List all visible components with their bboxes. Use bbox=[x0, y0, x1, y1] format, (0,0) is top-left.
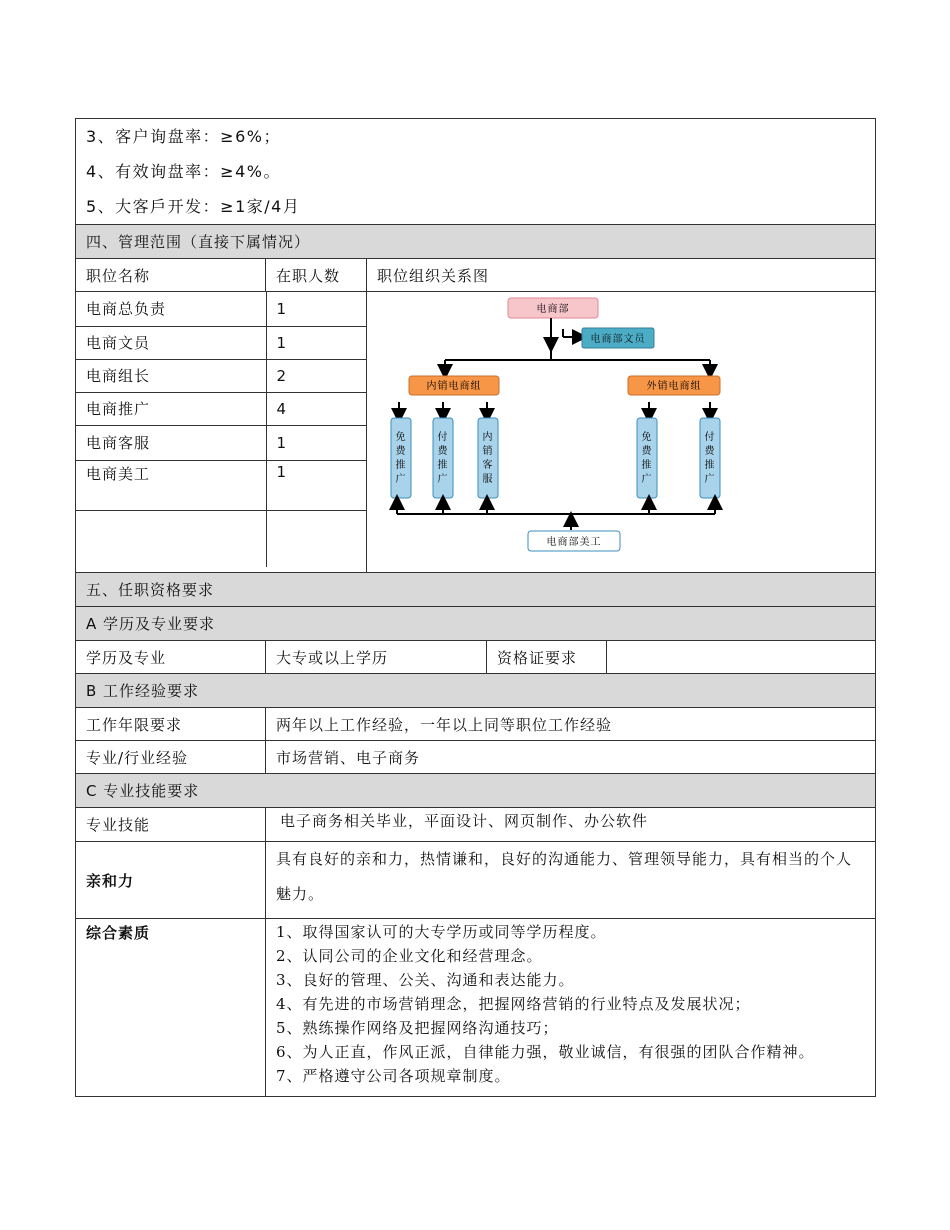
years-label: 工作年限要求 bbox=[76, 708, 266, 741]
svg-text:电商部美工: 电商部美工 bbox=[546, 537, 602, 548]
kpi-row bbox=[76, 119, 876, 225]
list-item: 7、严格遵守公司各项规章制度。 bbox=[276, 1067, 511, 1085]
position-count: 1 bbox=[266, 460, 367, 510]
position-count: 4 bbox=[266, 392, 367, 425]
org-node-clerk bbox=[582, 328, 654, 348]
svg-text:内: 内 bbox=[482, 432, 494, 443]
svg-text:推: 推 bbox=[395, 460, 407, 471]
table-row bbox=[76, 510, 367, 567]
table-row bbox=[76, 326, 367, 359]
position-count: 1 bbox=[266, 326, 367, 359]
svg-text:推: 推 bbox=[437, 460, 449, 471]
education-section-title: A 学历及专业要求 bbox=[76, 607, 876, 641]
header-position-name: 职位名称 bbox=[76, 259, 266, 292]
list-item: 6、为人正直，作风正派，自律能力强，敬业诚信，有很强的团队合作精神。 bbox=[276, 1043, 815, 1061]
list-item: 1、取得国家认可的大专学历或同等学历程度。 bbox=[276, 923, 607, 941]
table-row bbox=[76, 425, 367, 460]
section-5-title: 五、任职资格要求 bbox=[76, 573, 876, 607]
list-item: 4、有先进的市场营销理念，把握网络营销的行业特点及发展状况； bbox=[276, 995, 751, 1013]
position-name: 电商客服 bbox=[76, 425, 266, 460]
skills-section-title: C 专业技能要求 bbox=[76, 774, 876, 808]
svg-text:广: 广 bbox=[641, 474, 653, 485]
svg-text:服: 服 bbox=[482, 474, 494, 485]
org-node-role bbox=[700, 418, 720, 498]
svg-text:推: 推 bbox=[641, 460, 653, 471]
org-node-root bbox=[508, 298, 598, 318]
svg-text:付: 付 bbox=[704, 432, 716, 443]
svg-text:客: 客 bbox=[482, 460, 494, 471]
svg-text:推: 推 bbox=[704, 460, 716, 471]
org-node-foreign-group bbox=[628, 376, 720, 395]
document-sheet bbox=[75, 118, 875, 1097]
svg-text:付: 付 bbox=[437, 432, 449, 443]
kpi-line: 3、客户询盘率：≥6%； bbox=[86, 127, 281, 146]
svg-text:免: 免 bbox=[641, 432, 653, 443]
position-name: 电商组长 bbox=[76, 359, 266, 392]
job-description-table bbox=[75, 118, 876, 1097]
svg-text:广: 广 bbox=[704, 474, 716, 485]
education-label: 学历及专业 bbox=[76, 641, 266, 674]
quality-label: 综合素质 bbox=[76, 919, 266, 1097]
svg-text:费: 费 bbox=[704, 446, 716, 457]
skill-value: 电子商务相关毕业，平面设计、网页制作、办公软件 bbox=[266, 808, 876, 842]
org-chart-cell bbox=[367, 292, 876, 573]
experience-section-title: B 工作经验要求 bbox=[76, 674, 876, 708]
education-value: 大专或以上学历 bbox=[266, 641, 487, 674]
org-node-domestic-group bbox=[409, 376, 499, 395]
affinity-label: 亲和力 bbox=[76, 842, 266, 919]
table-row bbox=[76, 392, 367, 425]
svg-text:内销电商组: 内销电商组 bbox=[426, 381, 482, 392]
table-row bbox=[76, 292, 367, 326]
list-item: 3、良好的管理、公关、沟通和表达能力。 bbox=[276, 971, 575, 989]
position-name: 电商美工 bbox=[76, 460, 266, 510]
certificate-value bbox=[607, 641, 876, 674]
svg-text:外销电商组: 外销电商组 bbox=[646, 381, 702, 392]
affinity-value: 具有良好的亲和力，热情谦和，良好的沟通能力、管理领导能力，具有相当的个人魅力。 bbox=[266, 842, 876, 919]
org-node-role bbox=[478, 418, 498, 498]
org-node-designer bbox=[528, 531, 620, 551]
quality-list bbox=[266, 919, 876, 1097]
certificate-label: 资格证要求 bbox=[487, 641, 607, 674]
org-node-role bbox=[433, 418, 453, 498]
org-chart bbox=[367, 292, 875, 568]
list-item: 2、认同公司的企业文化和经营理念。 bbox=[276, 947, 543, 965]
header-org-chart: 职位组织关系图 bbox=[367, 259, 876, 292]
header-headcount: 在职人数 bbox=[266, 259, 367, 292]
kpi-line: 5、大客戶开发：≥1家/4月 bbox=[86, 197, 301, 216]
svg-text:费: 费 bbox=[437, 446, 449, 457]
position-count: 1 bbox=[266, 292, 367, 326]
position-name: 电商文员 bbox=[76, 326, 266, 359]
skill-label: 专业技能 bbox=[76, 808, 266, 842]
position-name: 电商总负责 bbox=[76, 292, 266, 326]
position-name: 电商推广 bbox=[76, 392, 266, 425]
org-node-role bbox=[637, 418, 657, 498]
svg-text:费: 费 bbox=[395, 446, 407, 457]
table-row bbox=[76, 460, 367, 510]
list-item: 5、熟练操作网络及把握网络沟通技巧； bbox=[276, 1019, 559, 1037]
svg-text:广: 广 bbox=[395, 474, 407, 485]
svg-text:电商部: 电商部 bbox=[536, 304, 570, 315]
positions-table bbox=[76, 292, 367, 567]
industry-value: 市场营销、电子商务 bbox=[266, 741, 876, 774]
industry-label: 专业/行业经验 bbox=[76, 741, 266, 774]
position-count: 1 bbox=[266, 425, 367, 460]
table-row bbox=[76, 359, 367, 392]
svg-text:销: 销 bbox=[482, 446, 494, 457]
position-count: 2 bbox=[266, 359, 367, 392]
svg-text:广: 广 bbox=[437, 474, 449, 485]
org-node-role bbox=[391, 418, 411, 498]
section-4-title: 四、管理范围（直接下属情况） bbox=[76, 225, 876, 259]
years-value: 两年以上工作经验，一年以上同等职位工作经验 bbox=[266, 708, 876, 741]
svg-text:电商部文员: 电商部文员 bbox=[590, 334, 646, 345]
kpi-line: 4、有效询盘率：≥4%。 bbox=[86, 162, 281, 181]
svg-text:免: 免 bbox=[395, 432, 407, 443]
svg-text:费: 费 bbox=[641, 446, 653, 457]
